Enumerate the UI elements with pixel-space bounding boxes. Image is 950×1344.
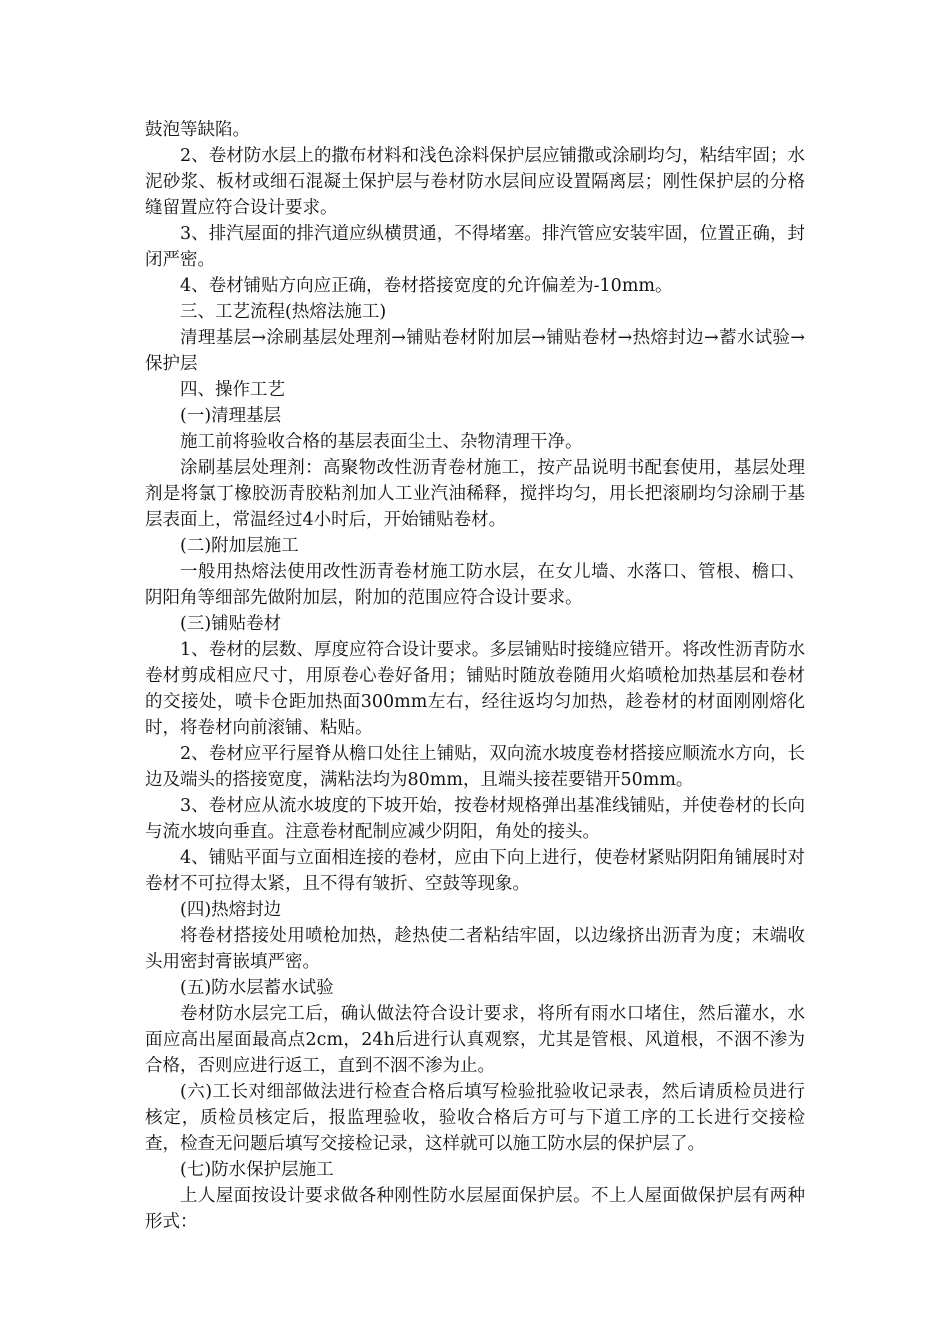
subsection-heading: (二)附加层施工 [180, 536, 299, 556]
document-body [145, 117, 805, 1235]
subsection-heading: (七)防水保护层施工 [180, 1160, 334, 1180]
paragraph: 卷材防水层完工后，确认做法符合设计要求，将所有雨水口堵住，然后灌水，水面应高出屋面最高点2cm，24h后进行认真观察，尤其是管根、风道根，不洇不渗为合格，否则应进行返工，直到不洇不渗为止。 [145, 1004, 805, 1076]
paragraph: 2、卷材防水层上的撒布材料和浅色涂料保护层应铺撒或涂刷均匀，粘结牢固；水泥砂浆、板材或细石混凝土保护层与卷材防水层间应设置隔离层；刚性保护层的分格缝留置应符合设计要求。 [145, 146, 805, 218]
paragraph: 上人屋面按设计要求做各种刚性防水层屋面保护层。不上人屋面做保护层有两种形式： [145, 1186, 805, 1232]
paragraph: 一般用热熔法使用改性沥青卷材施工防水层，在女儿墙、水落口、管根、檐口、阴阳角等细部先做附加层，附加的范围应符合设计要求。 [145, 562, 805, 608]
paragraph: 1、卷材的层数、厚度应符合设计要求。多层铺贴时接缝应错开。将改性沥青防水卷材剪成相应尺寸，用原卷心卷好备用；铺贴时随放卷随用火焰喷枪加热基层和卷材的交接处，喷卡仓距加热面300mm左右，经往返均匀加热，趁卷材的材面刚刚熔化时，将卷材向前滚铺、粘贴。 [145, 640, 805, 738]
subsection-heading: (五)防水层蓄水试验 [180, 978, 334, 998]
paragraph: 清理基层→涂刷基层处理剂→铺贴卷材附加层→铺贴卷材→热熔封边→蓄水试验→保护层 [145, 328, 805, 374]
paragraph: 将卷材搭接处用喷枪加热，趁热使二者粘结牢固，以边缘挤出沥青为度；末端收头用密封膏嵌填严密。 [145, 926, 805, 972]
subsection-heading: (四)热熔封边 [180, 900, 282, 920]
paragraph: (六)工长对细部做法进行检查合格后填写检验批验收记录表，然后请质检员进行核定，质检员核定后，报监理验收，验收合格后方可与下道工序的工长进行交接检查，检查无问题后填写交接检记录，这样就可以施工防水层的保护层了。 [145, 1082, 805, 1154]
paragraph: 鼓泡等缺陷。 [145, 120, 250, 140]
paragraph: 4、卷材铺贴方向应正确，卷材搭接宽度的允许偏差为-10mm。 [180, 276, 673, 296]
section-heading: 三、工艺流程(热熔法施工) [180, 302, 387, 322]
paragraph: 2、卷材应平行屋脊从檐口处往上铺贴，双向流水坡度卷材搭接应顺流水方向，长边及端头的搭接宽度，满粘法均为80mm，且端头接茬要错开50mm。 [145, 744, 805, 790]
paragraph: 4、铺贴平面与立面相连接的卷材，应由下向上进行，使卷材紧贴阴阳角铺展时对卷材不可拉得太紧，且不得有皱折、空鼓等现象。 [145, 848, 805, 894]
paragraph: 涂刷基层处理剂：高聚物改性沥青卷材施工，按产品说明书配套使用，基层处理剂是将氯丁橡胶沥青胶粘剂加人工业汽油稀释，搅拌均匀，用长把滚刷均匀涂刷于基层表面上，常温经过4小时后，开始铺贴卷材。 [145, 458, 805, 530]
paragraph: 3、卷材应从流水坡度的下坡开始，按卷材规格弹出基准线铺贴，并使卷材的长向与流水坡向垂直。注意卷材配制应减少阴阳，角处的接头。 [145, 796, 805, 842]
section-heading: 四、操作工艺 [180, 380, 285, 400]
subsection-heading: (一)清理基层 [180, 406, 282, 426]
paragraph: 施工前将验收合格的基层表面尘土、杂物清理干净。 [180, 432, 583, 452]
paragraph: 3、排汽屋面的排汽道应纵横贯通，不得堵塞。排汽管应安装牢固，位置正确，封闭严密。 [145, 224, 805, 270]
subsection-heading: (三)铺贴卷材 [180, 614, 282, 634]
